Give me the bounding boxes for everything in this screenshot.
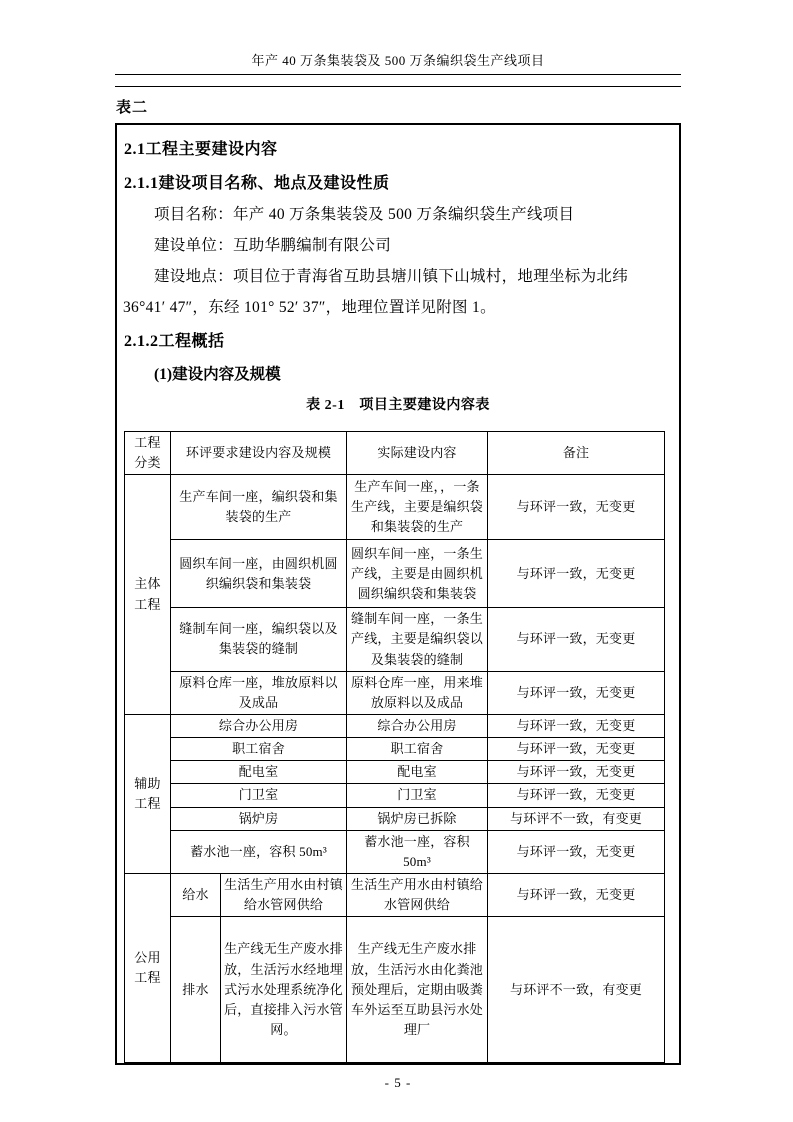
cell-actual: 职工宿舍	[347, 738, 488, 761]
col-header-category: 工程分类	[125, 432, 171, 475]
cell-actual: 配电室	[347, 761, 488, 784]
col-header-actual: 实际建设内容	[347, 432, 488, 475]
cell-actual: 原料仓库一座，用来堆放原料以及成品	[347, 671, 488, 714]
content-frame	[115, 123, 681, 1065]
col-header-required: 环评要求建设内容及规模	[171, 432, 347, 475]
cell-actual: 蓄水池一座，容积 50m³	[347, 830, 488, 873]
table-caption: 表 2-1 项目主要建设内容表	[306, 398, 490, 413]
table-row	[125, 540, 665, 608]
cell-remark: 与环评一致，无变更	[488, 738, 665, 761]
table-row	[125, 830, 665, 873]
heading-2-1-2: 2.1.2工程概括	[124, 333, 225, 350]
cell-actual: 缝制车间一座，一条生产线，主要是编织袋以及集装袋的缝制	[347, 608, 488, 671]
cell-req: 配电室	[171, 761, 347, 784]
cell-remark: 与环评一致，无变更	[488, 784, 665, 807]
table-row	[125, 475, 665, 540]
cell-req: 圆织车间一座，由圆织机圆织编织袋和集装袋	[171, 540, 347, 608]
para-location: 建设地点：项目位于青海省互助县塘川镇下山城村，地理坐标为北纬 36°41′ 47″，东经 101° 52′ 37″，地理位置详见附图 1。	[123, 268, 629, 316]
row-group-label-public: 公用工程	[125, 873, 171, 1062]
cell-remark: 与环评不一致，有变更	[488, 917, 665, 1063]
row-group-label-auxiliary: 辅助工程	[125, 714, 171, 873]
cell-remark: 与环评一致，无变更	[488, 608, 665, 671]
cell-remark: 与环评一致，无变更	[488, 761, 665, 784]
table-row	[125, 608, 665, 671]
table-row	[125, 671, 665, 714]
table-header-row	[125, 432, 665, 475]
table-row	[125, 784, 665, 807]
subheading-1: (1)建设内容及规模	[154, 366, 281, 383]
col-header-remark: 备注	[488, 432, 665, 475]
cell-req: 生活生产用水由村镇给水管网供给	[221, 873, 347, 916]
project-content-table	[124, 431, 665, 1063]
cell-actual: 生产线无生产废水排放，生活污水由化粪池预处理后，定期由吸粪车外运至互助县污水处理厂	[347, 917, 488, 1063]
cell-subcategory: 排水	[171, 917, 221, 1063]
table-row	[125, 714, 665, 737]
cell-actual: 锅炉房已拆除	[347, 807, 488, 830]
table-row	[125, 873, 665, 916]
footer-page-number: - 5 -	[384, 1075, 412, 1091]
cell-req: 锅炉房	[171, 807, 347, 830]
cell-remark: 与环评不一致，有变更	[488, 807, 665, 830]
cell-req: 生产线无生产废水排放，生活污水经地埋式污水处理系统净化后，直接排入污水管网。	[221, 917, 347, 1063]
header-rule	[115, 75, 681, 87]
cell-subcategory: 给水	[171, 873, 221, 916]
running-header	[115, 0, 681, 87]
cell-req: 缝制车间一座，编织袋以及集装袋的缝制	[171, 608, 347, 671]
cell-remark: 与环评一致，无变更	[488, 830, 665, 873]
cell-req: 生产车间一座，编织袋和集装袋的生产	[171, 475, 347, 540]
heading-2-1: 2.1工程主要建设内容	[124, 141, 278, 158]
cell-remark: 与环评一致，无变更	[488, 540, 665, 608]
cell-req: 蓄水池一座，容积 50m³	[171, 830, 347, 873]
running-header-title: 年产 40 万条集装袋及 500 万条编织袋生产线项目	[115, 50, 681, 75]
cell-actual: 圆织车间一座，一条生产线，主要是由圆织机圆织编织袋和集装袋	[347, 540, 488, 608]
para-builder: 建设单位：互助华鹏编制有限公司	[154, 237, 392, 254]
sheet-label: 表二	[116, 100, 149, 116]
para-project-name: 项目名称：年产 40 万条集装袋及 500 万条编织袋生产线项目	[154, 206, 575, 223]
table-row	[125, 761, 665, 784]
cell-req: 综合办公用房	[171, 714, 347, 737]
row-group-label-main: 主体工程	[125, 475, 171, 715]
cell-req: 职工宿舍	[171, 738, 347, 761]
cell-actual: 生活生产用水由村镇给水管网供给	[347, 873, 488, 916]
page-content	[115, 0, 681, 1091]
heading-2-1-1: 2.1.1建设项目名称、地点及建设性质	[124, 175, 390, 192]
table-row	[125, 807, 665, 830]
cell-remark: 与环评一致，无变更	[488, 714, 665, 737]
cell-actual: 综合办公用房	[347, 714, 488, 737]
cell-req: 门卫室	[171, 784, 347, 807]
cell-req: 原料仓库一座，堆放原料以及成品	[171, 671, 347, 714]
cell-actual: 门卫室	[347, 784, 488, 807]
cell-remark: 与环评一致，无变更	[488, 671, 665, 714]
cell-actual: 生产车间一座，，一条生产线，主要是编织袋和集装袋的生产	[347, 475, 488, 540]
cell-remark: 与环评一致，无变更	[488, 475, 665, 540]
cell-remark: 与环评一致，无变更	[488, 873, 665, 916]
table-row	[125, 738, 665, 761]
table-row	[125, 917, 665, 1063]
